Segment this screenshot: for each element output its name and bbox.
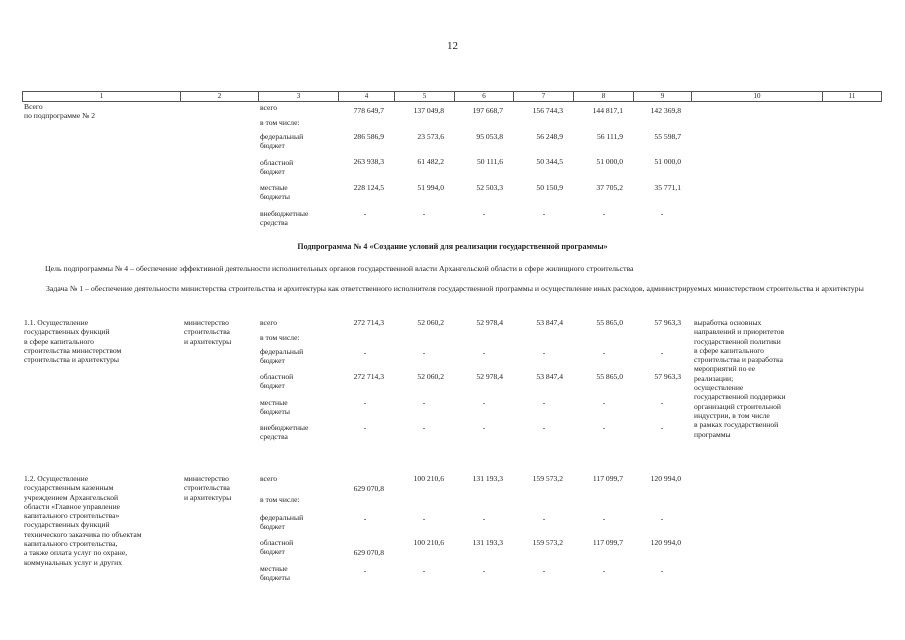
row-1-1-src-vneb: внебюджетные средства	[260, 423, 309, 442]
row-1-1-executor: министерство строительства и архитектуры	[184, 318, 232, 346]
row-1-1-src-v-tom-chisle: в том числе:	[260, 333, 300, 342]
r11-obl-c5: 52 060,2	[417, 372, 444, 381]
row-1-1-src-obl: областной бюджет	[260, 372, 294, 391]
r12-vsego-c9: 120 994,0	[650, 474, 681, 483]
r12-mest-c8: -	[602, 566, 606, 575]
row-1-1-src-fed: федеральный бюджет	[260, 347, 304, 366]
r12-obl-c9: 120 994,0	[650, 538, 681, 547]
r12-fed-c9: -	[660, 514, 664, 523]
total-vsego-c9: 142 369,8	[650, 106, 681, 115]
r11-mest-c4: -	[363, 398, 367, 407]
total-fed-c9: 55 598,7	[654, 132, 681, 141]
r11-vneb-c8: -	[602, 423, 606, 432]
r11-obl-c6: 52 978,4	[476, 372, 503, 381]
r11-mest-c6: -	[482, 398, 486, 407]
r12-obl-c6: 131 193,3	[472, 538, 503, 547]
total-mest-c8: 37 705,2	[596, 183, 623, 192]
total-mest-c4: 228 124,5	[353, 183, 384, 192]
total-vneb-c9: -	[660, 209, 664, 218]
row-1-2-src-v-tom-chisle: в том числе:	[260, 495, 300, 504]
total-vsego-c6: 197 668,7	[472, 106, 503, 115]
r11-fed-c6: -	[482, 348, 486, 357]
r12-mest-c9: -	[660, 566, 664, 575]
total-fed-c4: 286 586,9	[353, 132, 384, 141]
r12-vsego-c8: 117 099,7	[592, 474, 623, 483]
r12-fed-c7: -	[542, 514, 546, 523]
row-1-2-executor: министерство строительства и архитектуры	[184, 474, 232, 502]
r12-obl-c8: 117 099,7	[592, 538, 623, 547]
row-1-2-src-vsego: всего	[260, 474, 278, 483]
task-text: Задача № 1 – обеспечение деятельности министерства строительства и архитектуры как ответственного исполнителя государственной программы и осуществление иных расходов, администрируемых министерством строительства и архитектуры	[46, 284, 864, 293]
r11-vsego-c6: 52 978,4	[476, 318, 503, 327]
r11-obl-c8: 55 865,0	[596, 372, 623, 381]
r12-mest-c4: -	[363, 566, 367, 575]
r11-obl-c9: 57 963,3	[654, 372, 681, 381]
row-1-2-name: 1.2. Осуществление государственным казенным учреждением Архангельской области «Главное управление капитального строительства» государственных функций технического заказчика по объектам капитального строительства, а также оплата услуг по охране, коммунальных услуг и других	[24, 474, 142, 567]
row-1-1-name: 1.1. Осуществление государственных функций в сфере капитального строительства министерством строительства и архитектуры	[24, 318, 122, 365]
total-fed-c5: 23 573,6	[417, 132, 444, 141]
r12-mest-c7: -	[542, 566, 546, 575]
r12-mest-c5: -	[422, 566, 426, 575]
r12-fed-c8: -	[602, 514, 606, 523]
r11-fed-c7: -	[542, 348, 546, 357]
r11-vsego-c9: 57 963,3	[654, 318, 681, 327]
r11-vsego-c8: 55 865,0	[596, 318, 623, 327]
row-1-1-src-mest: местные бюджеты	[260, 398, 290, 417]
total-vsego-c8: 144 817,1	[592, 106, 623, 115]
row-1-2-src-mest: местные бюджеты	[260, 564, 290, 583]
total-fed-c8: 56 111,9	[596, 132, 623, 141]
total-name: Всего по подпрограмме № 2	[24, 102, 96, 121]
r11-fed-c4: -	[363, 348, 367, 357]
total-obl-c5: 61 482,2	[417, 157, 444, 166]
total-mest-c9: 35 771,1	[654, 183, 681, 192]
r11-vneb-c5: -	[422, 423, 426, 432]
r11-vneb-c7: -	[542, 423, 546, 432]
col-2: 2	[181, 92, 259, 102]
total-vsego-c7: 156 744,3	[532, 106, 563, 115]
r12-obl-c4: 629 070,8	[353, 548, 384, 557]
src-fed: федеральный бюджет	[260, 132, 304, 151]
total-fed-c7: 56 248,9	[536, 132, 563, 141]
total-mest-c7: 50 150,9	[536, 183, 563, 192]
page-number: 12	[447, 40, 458, 52]
r12-vsego-c6: 131 193,3	[472, 474, 503, 483]
col-5: 5	[395, 92, 455, 102]
col-7: 7	[514, 92, 574, 102]
src-vsego: всего	[260, 103, 278, 112]
r11-mest-c9: -	[660, 398, 664, 407]
total-obl-c7: 50 344,5	[536, 157, 563, 166]
total-fed-c6: 95 053,8	[476, 132, 503, 141]
r11-obl-c4: 272 714,3	[353, 372, 384, 381]
col-9: 9	[634, 92, 692, 102]
col-10: 10	[692, 92, 823, 102]
total-obl-c6: 50 111,6	[476, 157, 503, 166]
src-vneb: внебюджетные средства	[260, 209, 309, 228]
row-1-1-src-vsego: всего	[260, 318, 278, 327]
r11-vneb-c9: -	[660, 423, 664, 432]
total-obl-c4: 263 938,3	[353, 157, 384, 166]
r12-vsego-c4: 629 070,8	[353, 484, 384, 493]
src-v-tom-chisle: в том числе:	[260, 118, 300, 127]
r11-mest-c8: -	[602, 398, 606, 407]
col-8: 8	[574, 92, 634, 102]
total-vneb-c6: -	[482, 209, 486, 218]
r11-fed-c8: -	[602, 348, 606, 357]
r12-fed-c5: -	[422, 514, 426, 523]
r12-vsego-c5: 100 210,6	[413, 474, 444, 483]
total-vsego-c4: 778 649,7	[353, 106, 384, 115]
total-obl-c9: 51 000,0	[654, 157, 681, 166]
col-11: 11	[823, 92, 882, 102]
total-vneb-c5: -	[422, 209, 426, 218]
r11-vsego-c7: 53 847,4	[536, 318, 563, 327]
total-vneb-c7: -	[542, 209, 546, 218]
r12-vsego-c7: 159 573,2	[532, 474, 563, 483]
r12-fed-c4: -	[363, 514, 367, 523]
r12-mest-c6: -	[482, 566, 486, 575]
col-4: 4	[339, 92, 395, 102]
column-number-header	[22, 91, 882, 102]
r12-fed-c6: -	[482, 514, 486, 523]
col-6: 6	[455, 92, 514, 102]
r11-fed-c9: -	[660, 348, 664, 357]
total-obl-c8: 51 000,0	[596, 157, 623, 166]
r11-vsego-c4: 272 714,3	[353, 318, 384, 327]
col-3: 3	[259, 92, 339, 102]
src-obl: областной бюджет	[260, 158, 294, 177]
r11-mest-c7: -	[542, 398, 546, 407]
total-vneb-c4: -	[363, 209, 367, 218]
r11-fed-c5: -	[422, 348, 426, 357]
r12-obl-c5: 100 210,6	[413, 538, 444, 547]
total-mest-c6: 52 503,3	[476, 183, 503, 192]
col-1: 1	[23, 92, 181, 102]
r11-vneb-c6: -	[482, 423, 486, 432]
total-vneb-c8: -	[602, 209, 606, 218]
src-mest: местные бюджеты	[260, 183, 290, 202]
r11-obl-c7: 53 847,4	[536, 372, 563, 381]
total-mest-c5: 51 994,0	[417, 183, 444, 192]
subprogram-title: Подпрограмма № 4 «Создание условий для реализации государственной программы»	[297, 242, 608, 251]
r11-vsego-c5: 52 060,2	[417, 318, 444, 327]
r12-obl-c7: 159 573,2	[532, 538, 563, 547]
goal-text: Цель подпрограммы № 4 – обеспечение эффективной деятельности исполнительных органов государственной власти Архангельской области в сфере жилищного строительства	[45, 264, 634, 273]
r11-mest-c5: -	[422, 398, 426, 407]
row-1-2-src-obl: областной бюджет	[260, 538, 294, 557]
row-1-2-src-fed: федеральный бюджет	[260, 513, 304, 532]
row-1-1-result: выработка основных направлений и приоритетов государственной политики в сфере капитального строительства и разработка мероприятий по ее реализации; осуществление государственной поддержки организаций строительной индустрии, в том числе в рамках государственной программы	[694, 318, 786, 439]
total-vsego-c5: 137 049,8	[413, 106, 444, 115]
r11-vneb-c4: -	[363, 423, 367, 432]
